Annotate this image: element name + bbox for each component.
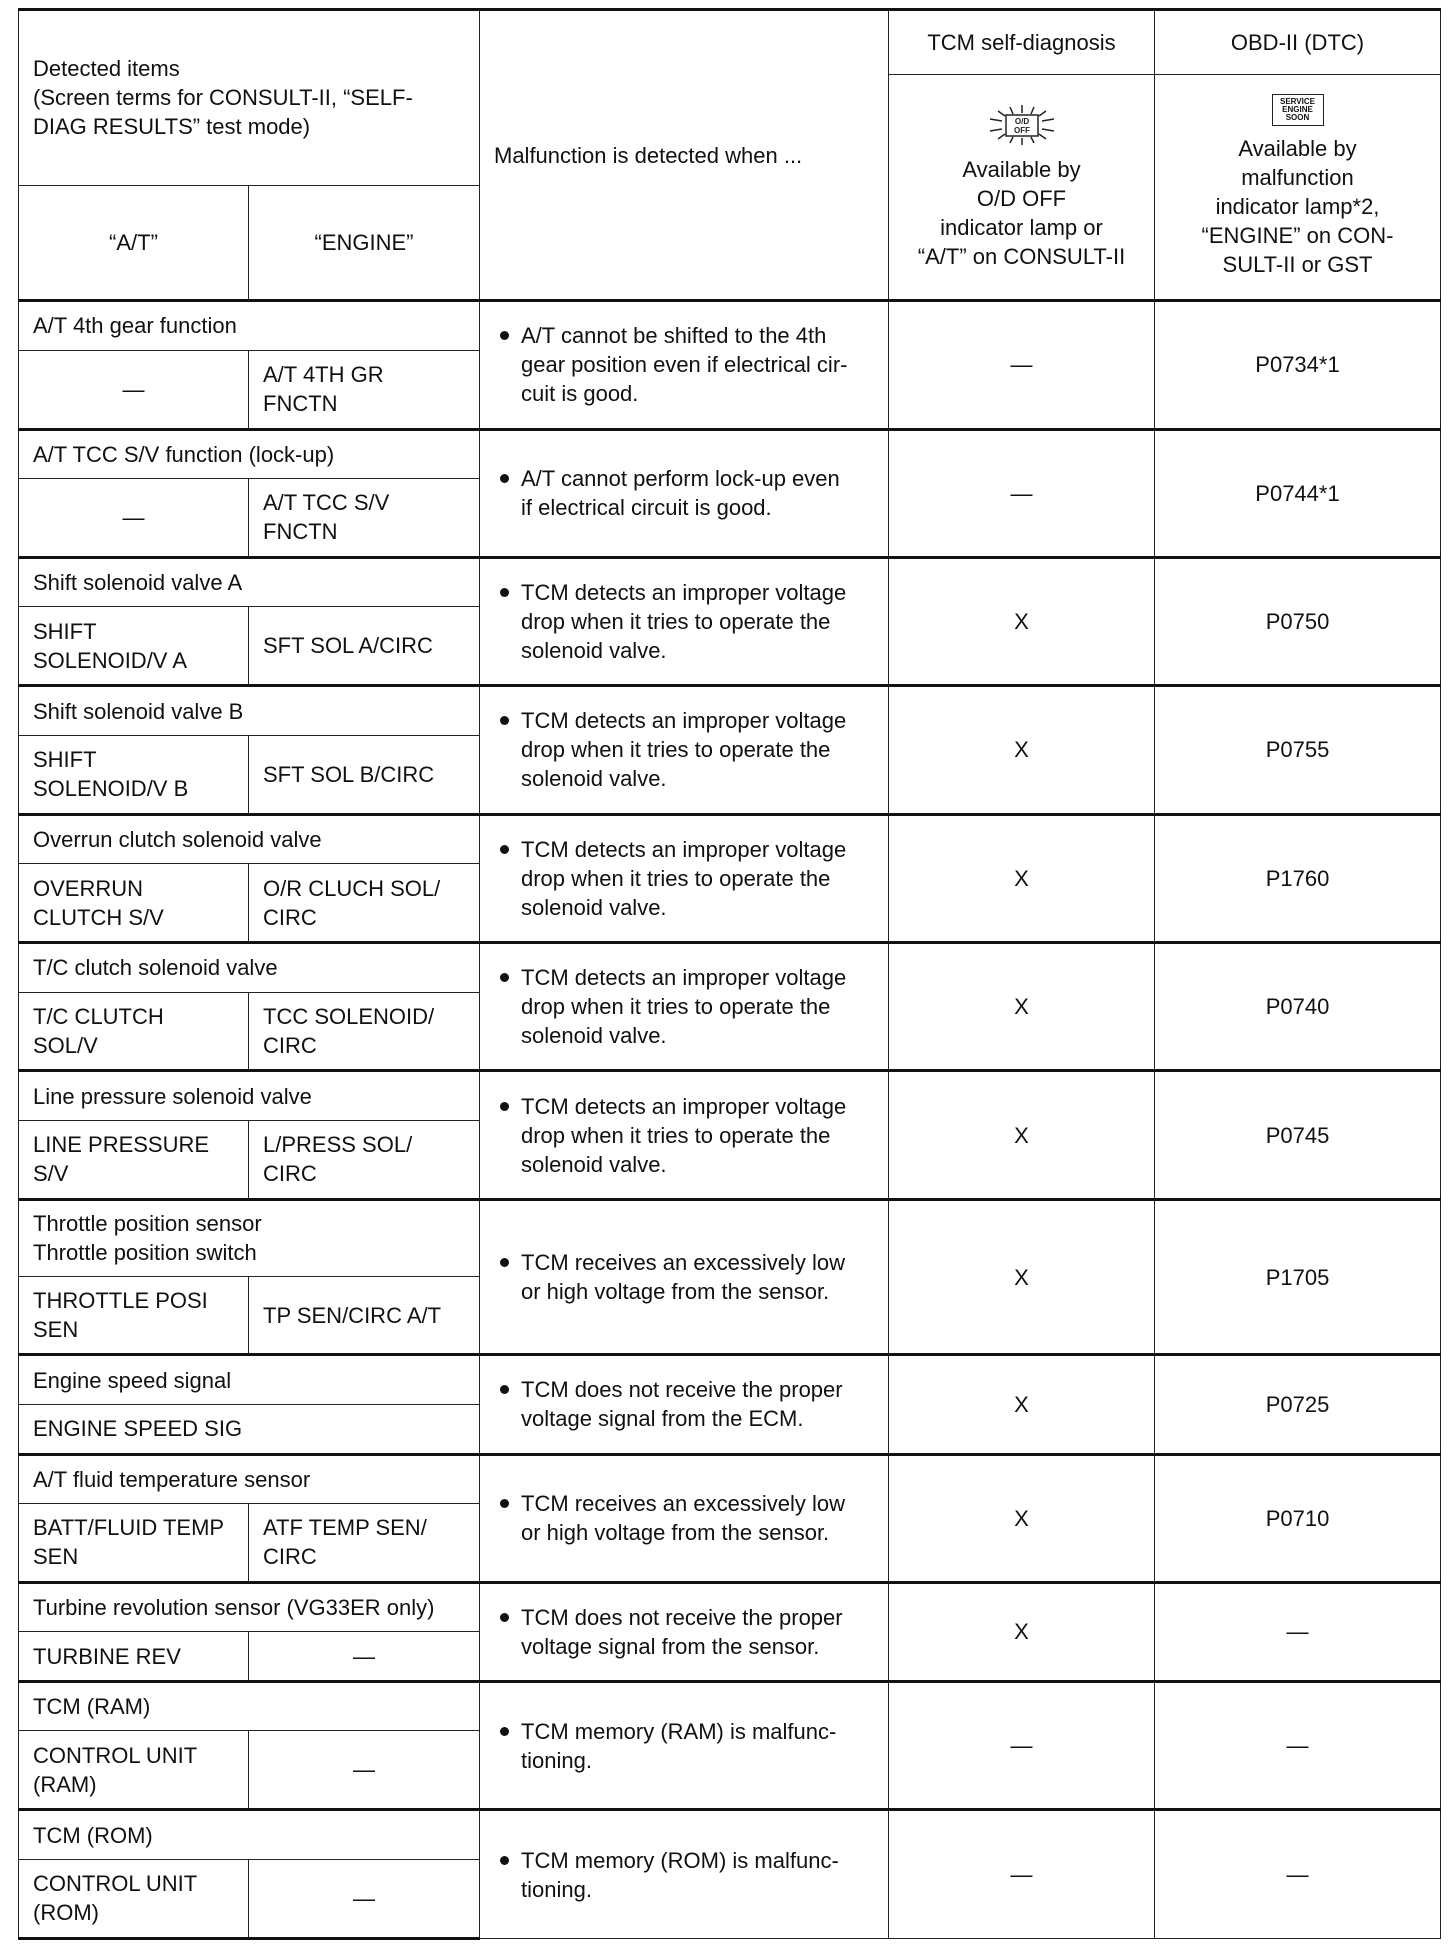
malfunction-condition xyxy=(480,429,889,557)
detected-item: Shift solenoid valve B xyxy=(19,686,480,736)
header-obd-dtc: OBD-II (DTC) xyxy=(1155,10,1441,75)
detected-item: TCM (RAM) xyxy=(19,1681,480,1731)
table-row xyxy=(19,1199,1441,1276)
obd-dtc-value: P0725 xyxy=(1155,1355,1441,1454)
malfunction-text: A/T cannot be shifted to the 4th gear position even if electrical cir- cuit is good. xyxy=(521,323,848,407)
consult-engine-term: ATF TEMP SEN/ CIRC xyxy=(249,1504,480,1583)
obd-dtc-value: P1705 xyxy=(1155,1199,1441,1355)
od-off-lamp-icon xyxy=(972,103,1072,147)
bullet-icon xyxy=(500,1727,509,1736)
table-row xyxy=(19,1810,1441,1860)
header-obd-detail xyxy=(1155,74,1441,300)
malfunction-text: TCM receives an excessively low or high voltage from the sensor. xyxy=(521,1250,845,1305)
consult-engine-term: A/T TCC S/V FNCTN xyxy=(249,479,480,558)
tcm-self-diagnosis-value: X xyxy=(889,1582,1155,1681)
bullet-icon xyxy=(500,1385,509,1394)
obd-dtc-value: — xyxy=(1155,1810,1441,1939)
consult-at-term: BATT/FLUID TEMP SEN xyxy=(19,1504,249,1583)
bullet-icon xyxy=(500,1499,509,1508)
detected-item: TCM (ROM) xyxy=(19,1810,480,1860)
detected-item: Throttle position sensor Throttle position switch xyxy=(19,1199,480,1276)
table-row xyxy=(19,301,1441,351)
bullet-icon xyxy=(500,1258,509,1267)
malfunction-condition xyxy=(480,1454,889,1582)
consult-at-term: CONTROL UNIT (RAM) xyxy=(19,1731,249,1810)
detected-item: Overrun clutch solenoid valve xyxy=(19,814,480,864)
consult-at-term: — xyxy=(19,350,249,429)
detected-item: A/T fluid temperature sensor xyxy=(19,1454,480,1504)
tcm-self-diagnosis-value: — xyxy=(889,301,1155,429)
header-detected-items: Detected items (Screen terms for CONSULT-II, “SELF-DIAG RESULTS” test mode) xyxy=(19,10,480,186)
tcm-self-diagnosis-value: X xyxy=(889,1199,1155,1355)
detected-item: A/T 4th gear function xyxy=(19,301,480,351)
malfunction-text: TCM detects an improper voltage drop when it tries to operate the solenoid valve. xyxy=(521,1093,847,1177)
tcm-self-diagnosis-value: X xyxy=(889,1355,1155,1454)
table-row xyxy=(19,1681,1441,1731)
table-row xyxy=(19,1582,1441,1632)
consult-at-term: SHIFT SOLENOID/V A xyxy=(19,607,249,686)
obd-dtc-value: — xyxy=(1155,1582,1441,1681)
header-malfunction: Malfunction is detected when ... xyxy=(480,10,889,301)
malfunction-condition xyxy=(480,814,889,942)
bullet-icon xyxy=(500,1102,509,1111)
obd-dtc-value: — xyxy=(1155,1681,1441,1809)
bullet-icon xyxy=(500,1856,509,1865)
obd-dtc-value: P1760 xyxy=(1155,814,1441,942)
consult-engine-term: TCC SOLENOID/ CIRC xyxy=(249,992,480,1071)
header-tcm-self-diagnosis: TCM self-diagnosis xyxy=(889,10,1155,75)
tcm-self-diagnosis-value: — xyxy=(889,1810,1155,1939)
malfunction-text: TCM detects an improper voltage drop when it tries to operate the solenoid valve. xyxy=(521,580,847,664)
malfunction-condition xyxy=(480,1071,889,1199)
header-row-1 xyxy=(19,10,1441,75)
consult-engine-term: TP SEN/CIRC A/T xyxy=(249,1276,480,1355)
tcm-self-diagnosis-value: X xyxy=(889,1071,1155,1199)
malfunction-condition xyxy=(480,1810,889,1939)
malfunction-text: TCM does not receive the proper voltage signal from the ECM. xyxy=(521,1377,843,1432)
bullet-icon xyxy=(500,845,509,854)
consult-engine-term: SFT SOL B/CIRC xyxy=(249,735,480,814)
header-obd-description: Available by malfunction indicator lamp*2, “ENGINE” on CON- SULT-II or GST xyxy=(1201,136,1394,278)
malfunction-condition xyxy=(480,557,889,685)
detected-item: Shift solenoid valve A xyxy=(19,557,480,607)
consult-engine-term: — xyxy=(249,1632,480,1682)
header-engine-column: “ENGINE” xyxy=(249,185,480,300)
malfunction-condition xyxy=(480,301,889,429)
table-row xyxy=(19,1355,1441,1405)
bullet-icon xyxy=(500,588,509,597)
obd-dtc-value: P0755 xyxy=(1155,686,1441,814)
bullet-icon xyxy=(500,973,509,982)
header-tcm-detail xyxy=(889,74,1155,300)
bullet-icon xyxy=(500,474,509,483)
malfunction-text: TCM detects an improper voltage drop when it tries to operate the solenoid valve. xyxy=(521,836,847,920)
tcm-self-diagnosis-value: X xyxy=(889,1454,1155,1582)
malfunction-text: TCM detects an improper voltage drop when it tries to operate the solenoid valve. xyxy=(521,965,847,1049)
detected-item: A/T TCC S/V function (lock-up) xyxy=(19,429,480,479)
table-row xyxy=(19,557,1441,607)
bullet-icon xyxy=(500,1613,509,1622)
malfunction-condition xyxy=(480,1355,889,1454)
table-row xyxy=(19,943,1441,993)
malfunction-text: TCM detects an improper voltage drop when it tries to operate the solenoid valve. xyxy=(521,708,847,792)
table-row xyxy=(19,1071,1441,1121)
obd-dtc-value: P0750 xyxy=(1155,557,1441,685)
svg-text:O/D: O/D xyxy=(1014,116,1029,126)
self-diagnosis-table xyxy=(18,8,1441,1940)
detected-item: Line pressure solenoid valve xyxy=(19,1071,480,1121)
obd-dtc-value: P0740 xyxy=(1155,943,1441,1071)
header-tcm-description: Available by O/D OFF indicator lamp or “A/T” on CONSULT-II xyxy=(917,156,1126,269)
malfunction-condition xyxy=(480,1199,889,1355)
table-row xyxy=(19,686,1441,736)
table-row xyxy=(19,429,1441,479)
header-at-column: “A/T” xyxy=(19,185,249,300)
malfunction-condition xyxy=(480,1681,889,1809)
consult-at-term: — xyxy=(19,479,249,558)
malfunction-text: TCM memory (ROM) is malfunc- tioning. xyxy=(521,1847,839,1902)
service-engine-soon-lamp-icon: SERVICE ENGINE SOON xyxy=(1272,94,1324,126)
svg-text:OFF: OFF xyxy=(1013,125,1030,135)
consult-engine-term: L/PRESS SOL/ CIRC xyxy=(249,1120,480,1199)
bullet-icon xyxy=(500,331,509,340)
tcm-self-diagnosis-value: — xyxy=(889,429,1155,557)
tcm-self-diagnosis-value: X xyxy=(889,686,1155,814)
detected-item: Engine speed signal xyxy=(19,1355,480,1405)
consult-engine-term: SFT SOL A/CIRC xyxy=(249,607,480,686)
obd-dtc-value: P0734*1 xyxy=(1155,301,1441,429)
malfunction-text: TCM receives an excessively low or high voltage from the sensor. xyxy=(521,1491,845,1546)
detected-item: T/C clutch solenoid valve xyxy=(19,943,480,993)
malfunction-text: TCM memory (RAM) is malfunc- tioning. xyxy=(521,1718,837,1773)
consult-at-term: SHIFT SOLENOID/V B xyxy=(19,735,249,814)
obd-dtc-value: P0744*1 xyxy=(1155,429,1441,557)
malfunction-condition xyxy=(480,943,889,1071)
obd-dtc-value: P0710 xyxy=(1155,1454,1441,1582)
consult-engine-term: A/T 4TH GR FNCTN xyxy=(249,350,480,429)
consult-at-term: LINE PRESSURE S/V xyxy=(19,1120,249,1199)
detected-item: Turbine revolution sensor (VG33ER only) xyxy=(19,1582,480,1632)
tcm-self-diagnosis-value: — xyxy=(889,1681,1155,1809)
malfunction-text: A/T cannot perform lock-up even if electrical circuit is good. xyxy=(521,466,840,521)
tcm-self-diagnosis-value: X xyxy=(889,814,1155,942)
consult-at-term: TURBINE REV xyxy=(19,1632,249,1682)
consult-at-term: CONTROL UNIT (ROM) xyxy=(19,1859,249,1938)
table-row xyxy=(19,814,1441,864)
consult-at-term: ENGINE SPEED SIG xyxy=(19,1404,480,1454)
consult-at-term: OVERRUN CLUTCH S/V xyxy=(19,864,249,943)
consult-at-term: T/C CLUTCH SOL/V xyxy=(19,992,249,1071)
table-row xyxy=(19,1454,1441,1504)
consult-engine-term: — xyxy=(249,1859,480,1938)
tcm-self-diagnosis-value: X xyxy=(889,943,1155,1071)
malfunction-condition xyxy=(480,1582,889,1681)
consult-engine-term: — xyxy=(249,1731,480,1810)
bullet-icon xyxy=(500,716,509,725)
tcm-self-diagnosis-value: X xyxy=(889,557,1155,685)
obd-dtc-value: P0745 xyxy=(1155,1071,1441,1199)
consult-at-term: THROTTLE POSI SEN xyxy=(19,1276,249,1355)
consult-engine-term: O/R CLUCH SOL/ CIRC xyxy=(249,864,480,943)
malfunction-condition xyxy=(480,686,889,814)
malfunction-text: TCM does not receive the proper voltage signal from the sensor. xyxy=(521,1604,843,1659)
